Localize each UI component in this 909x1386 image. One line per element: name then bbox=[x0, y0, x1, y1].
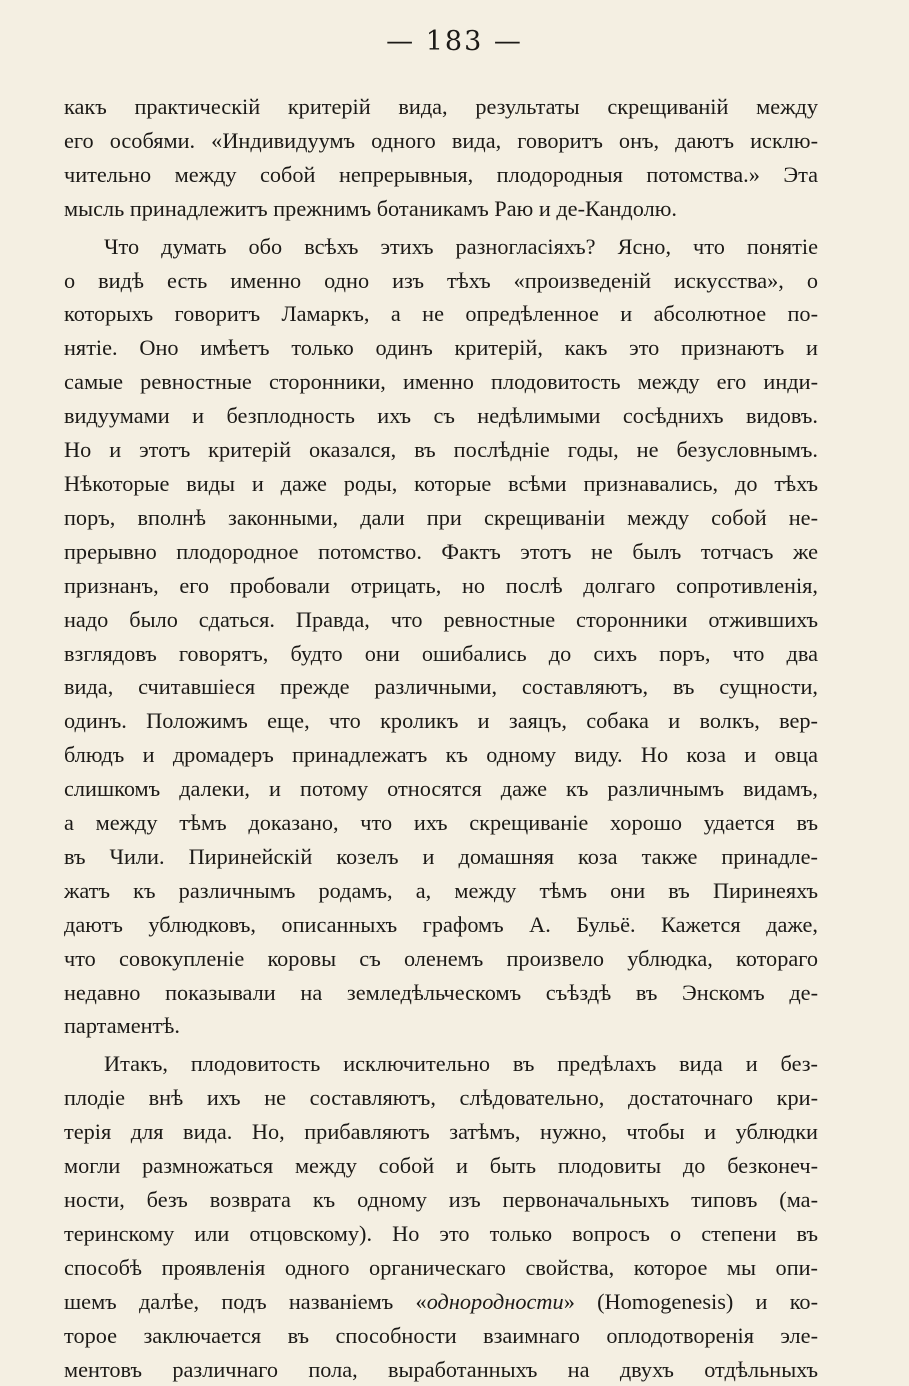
text-line: а между тѣмъ доказано, что ихъ скрещиваніе хорошо удается въ bbox=[64, 810, 818, 836]
text-line: Но и этотъ критерій оказался, въ послѣдніе годы, не безусловнымъ. bbox=[64, 437, 818, 463]
text-line: теринскому или отцовскому). Но это только вопросъ о степени въ bbox=[64, 1220, 818, 1246]
text-line: могли размножаться между собой и быть плодовиты до безконеч- bbox=[64, 1153, 818, 1179]
text-line-with-italic bbox=[64, 1285, 818, 1319]
text-line: признанъ, его пробовали отрицать, но послѣ долгаго сопротивленія, bbox=[64, 572, 818, 598]
text-line: жатъ къ различнымъ родамъ, а, между тѣмъ они въ Пиринеяхъ bbox=[64, 877, 818, 903]
text-line: вида, считавшіеся прежде различными, составляютъ, въ сущности, bbox=[64, 674, 818, 700]
text-line: блюдъ и дромадеръ принадлежатъ къ одному виду. Но коза и овца bbox=[64, 742, 818, 768]
text-line: надо было сдаться. Правда, что ревностные сторонники отжившихъ bbox=[64, 606, 818, 632]
text-line: видуумами и безплодность ихъ съ недѣлимыми сосѣднихъ видовъ. bbox=[64, 403, 818, 429]
text-line: Что думать обо всѣхъ этихъ разногласіяхъ? Ясно, что понятіе bbox=[104, 233, 818, 259]
text-line: взглядовъ говорятъ, будто они ошибались до сихъ поръ, что два bbox=[64, 640, 818, 666]
italic-term: однородности bbox=[426, 1288, 564, 1314]
text-line: въ Чили. Пиринейскій козелъ и домашняя коза также принадле- bbox=[64, 843, 818, 869]
text-line: партаментѣ. bbox=[64, 1013, 180, 1039]
text-line: способѣ проявленія одного органическаго свойства, которое мы опи- bbox=[64, 1254, 818, 1280]
text-line: прерывно плодородное потомство. Фактъ этотъ не былъ тотчасъ же bbox=[64, 538, 818, 564]
line-prefix: шемъ далѣе, подъ названіемъ « bbox=[64, 1288, 427, 1314]
text-line: слишкомъ далеки, и потому относятся даже къ различнымъ видамъ, bbox=[64, 776, 818, 802]
paragraph-2 bbox=[64, 230, 818, 1044]
text-line: что совокупленіе коровы съ оленемъ произвело ублюдка, котораго bbox=[64, 945, 818, 971]
text-line: его особями. «Индивидуумъ одного вида, говоритъ онъ, даютъ исклю- bbox=[64, 127, 818, 153]
paragraph-3 bbox=[64, 1047, 818, 1386]
text-line: чительно между собой непрерывныя, плодородныя потомства.» Эта bbox=[64, 161, 818, 187]
line-suffix: » (Homogenesis) и ко- bbox=[563, 1288, 818, 1314]
text-line: о видѣ есть именно одно изъ тѣхъ «произведеній искусства», о bbox=[64, 267, 818, 293]
text-line: которыхъ говоритъ Ламаркъ, а не опредѣленное и абсолютное по- bbox=[64, 301, 818, 327]
text-line: ности, безъ возврата къ одному изъ первоначальныхъ типовъ (ма- bbox=[64, 1187, 818, 1212]
text-line: недавно показывали на земледѣльческомъ съѣздѣ въ Энскомъ де- bbox=[64, 979, 818, 1005]
text-line: мысль принадлежитъ прежнимъ ботаникамъ Раю и де-Кандолю. bbox=[64, 195, 677, 221]
text-line: одинъ. Положимъ еще, что кроликъ и заяцъ, собака и волкъ, вер- bbox=[64, 708, 818, 734]
text-line: даютъ ублюдковъ, описанныхъ графомъ А. Бульё. Кажется даже, bbox=[64, 911, 818, 937]
paragraph-1 bbox=[64, 90, 818, 226]
text-line: терія для вида. Но, прибавляютъ затѣмъ, нужно, чтобы и ублюдки bbox=[64, 1119, 818, 1145]
text-line: нятіе. Оно имѣетъ только одинъ критерій, какъ это признаютъ и bbox=[64, 335, 818, 361]
text-line: плодіе внѣ ихъ не составляютъ, слѣдовательно, достаточнаго кри- bbox=[64, 1085, 818, 1111]
body-text bbox=[64, 90, 818, 1386]
text-line: торое заключается въ способности взаимнаго оплодотворенія эле- bbox=[64, 1322, 818, 1348]
text-line: Итакъ, плодовитость исключительно въ предѣлахъ вида и без- bbox=[104, 1051, 818, 1077]
text-line: Нѣкоторые виды и даже роды, которые всѣми признавались, до тѣхъ bbox=[64, 470, 818, 496]
text-line: поръ, вполнѣ законными, дали при скрещиваніи между собой не- bbox=[64, 504, 818, 530]
text-line: какъ практическій критерій вида, результаты скрещиваній между bbox=[64, 94, 818, 119]
text-line: ментовъ различнаго пола, выработанныхъ на двухъ отдѣльныхъ bbox=[64, 1356, 818, 1382]
text-line: самые ревностные сторонники, именно плодовитость между его инди- bbox=[64, 369, 818, 395]
page-number: — 183 — bbox=[386, 26, 523, 57]
